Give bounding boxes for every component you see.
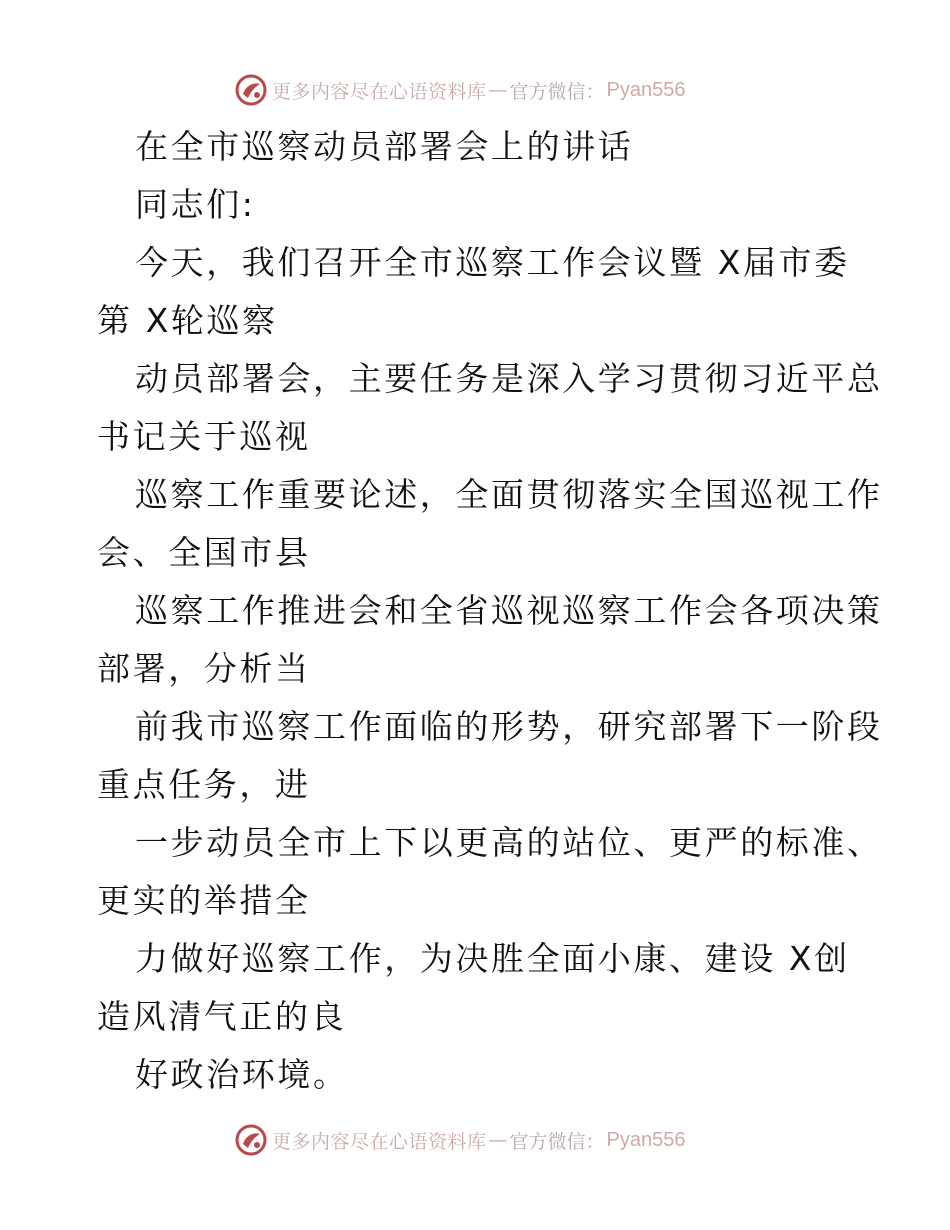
paragraph-line: 好政治环境。 — [135, 1055, 349, 1094]
document-title: 在全市巡察动员部署会上的讲话 — [135, 127, 634, 166]
paragraph-line: 动员部署会，主要任务是深入学习贯彻习近平总 — [135, 359, 883, 398]
document-salutation: 同志们: — [135, 185, 256, 224]
watermark-label: 官方微信： — [509, 1130, 605, 1153]
paragraph-line: 会、全国市县 — [97, 533, 311, 572]
footer-watermark — [234, 1122, 734, 1158]
watermark-label: 官方微信： — [509, 80, 605, 103]
watermark-account: Pyan556 — [606, 1128, 686, 1151]
watermark-separator: — — [488, 79, 508, 101]
paragraph-line: 前我市巡察工作面临的形势，研究部署下一阶段 — [135, 707, 883, 746]
paragraph-line: 更实的举措全 — [97, 881, 311, 920]
paragraph-line: 第 X轮巡察 — [97, 301, 278, 340]
paragraph-line: 书记关于巡视 — [97, 417, 311, 456]
paragraph-line: 巡察工作推进会和全省巡视巡察工作会各项决策 — [135, 591, 883, 630]
paragraph-line: 力做好巡察工作，为决胜全面小康、建设 X创 — [135, 939, 850, 978]
watermark-separator: — — [488, 1129, 508, 1151]
paragraph-line: 重点任务，进 — [97, 765, 311, 804]
seal-logo-icon — [234, 1123, 268, 1157]
watermark-text: 更多内容尽在心语资料库 — [272, 1130, 487, 1153]
watermark-text: 更多内容尽在心语资料库 — [272, 80, 487, 103]
paragraph-line: 造风清气正的良 — [97, 997, 347, 1036]
paragraph-line: 今天，我们召开全市巡察工作会议暨 X届市委 — [135, 243, 850, 282]
paragraph-line: 巡察工作重要论述，全面贯彻落实全国巡视工作 — [135, 475, 883, 514]
paragraph-line: 一步动员全市上下以更高的站位、更严的标准、 — [135, 823, 883, 862]
paragraph-line: 部署，分析当 — [97, 649, 311, 688]
watermark-account: Pyan556 — [606, 78, 686, 101]
